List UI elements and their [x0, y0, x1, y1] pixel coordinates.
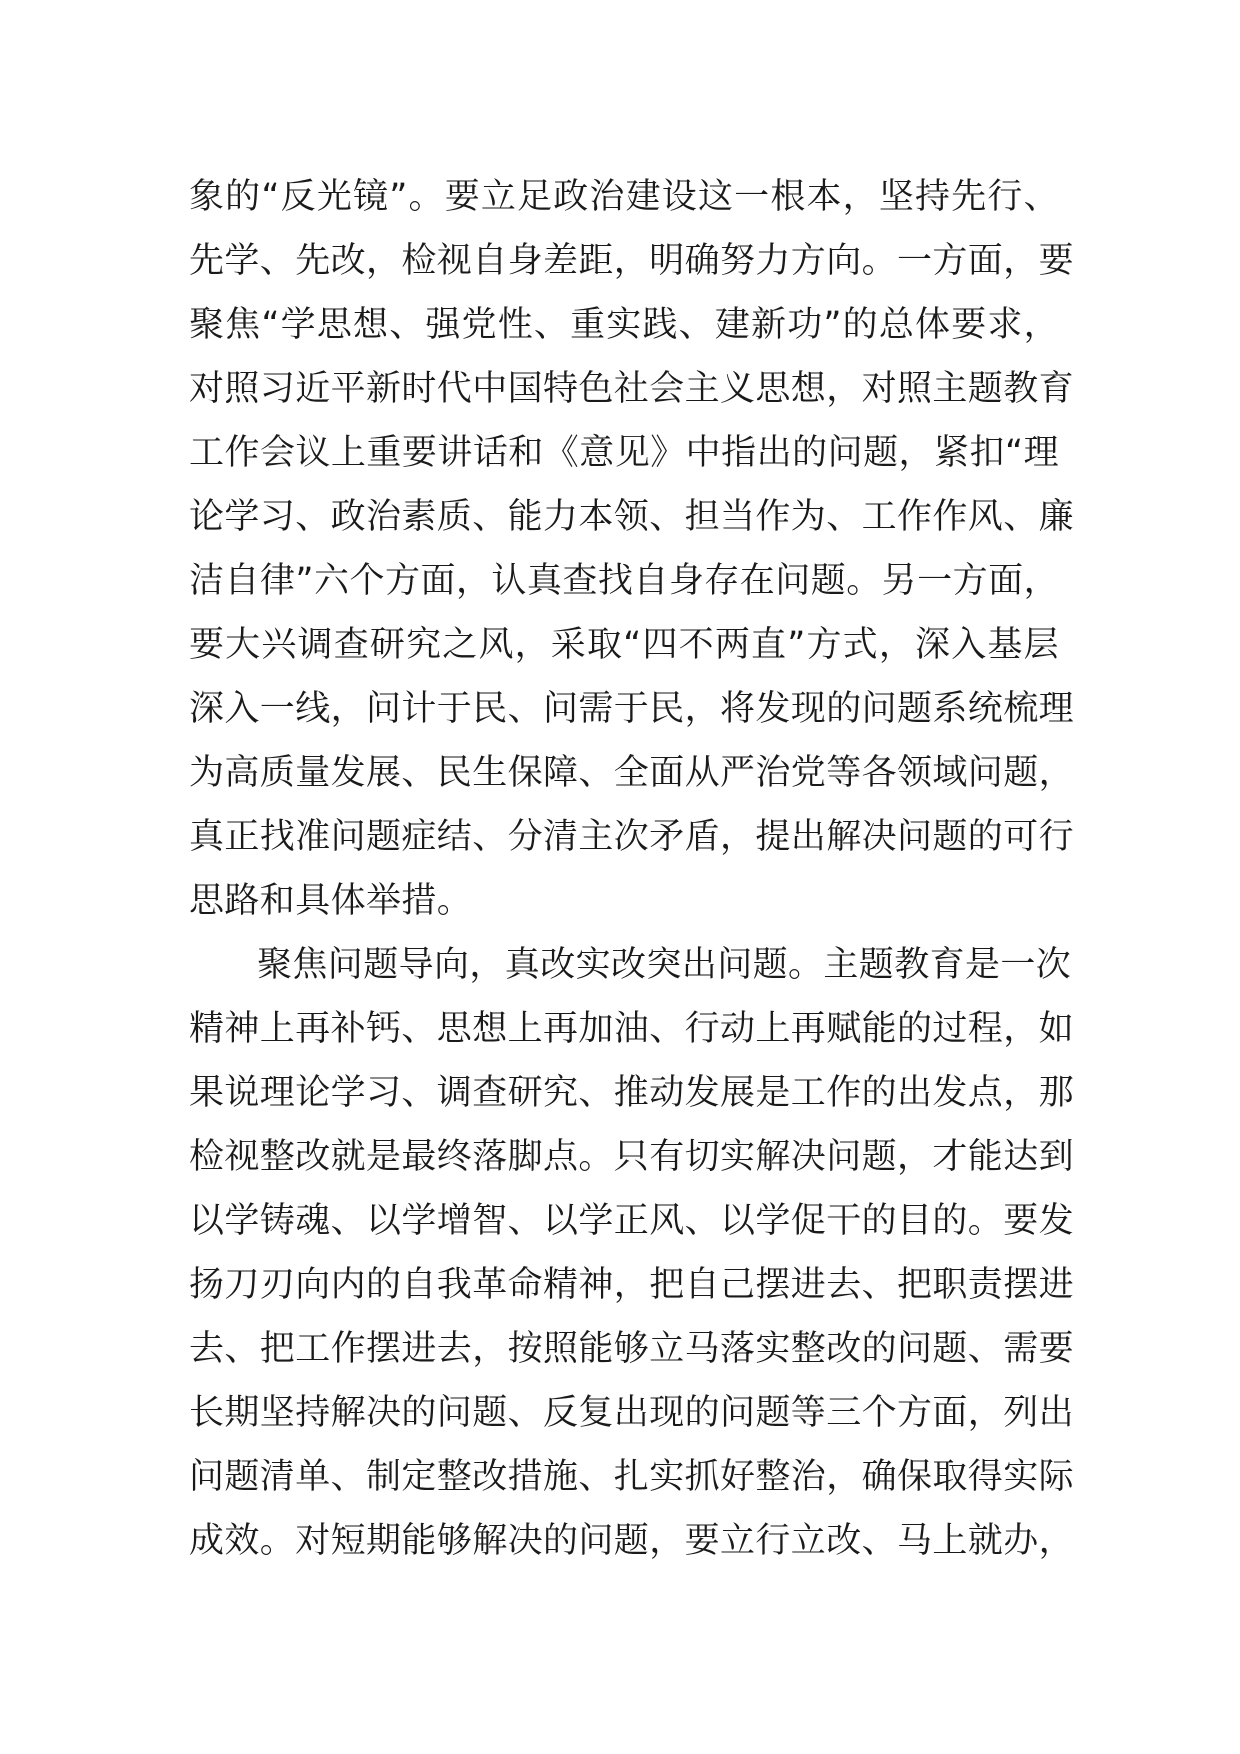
document-body	[189, 165, 1075, 1573]
text-line: 去、把工作摆进去，按照能够立马落实整改的问题、需要	[189, 1329, 1075, 1369]
text-line: 检视整改就是最终落脚点。只有切实解决问题，才能达到	[189, 1137, 1075, 1177]
text-line: 洁自律”六个方面，认真查找自身存在问题。另一方面，	[189, 561, 1059, 601]
text-line: 扬刀刃向内的自我革命精神，把自己摆进去、把职责摆进	[189, 1265, 1075, 1305]
text-line: 以学铸魂、以学增智、以学正风、以学促干的目的。要发	[189, 1201, 1075, 1241]
text-line: 果说理论学习、调查研究、推动发展是工作的出发点，那	[189, 1073, 1075, 1113]
text-line: 对照习近平新时代中国特色社会主义思想，对照主题教育	[189, 369, 1075, 409]
text-line: 工作会议上重要讲话和《意见》中指出的问题，紧扣“理	[189, 433, 1059, 473]
text-line: 聚焦问题导向，真改实改突出问题。主题教育是一次	[257, 945, 1072, 985]
text-line: 先学、先改，检视自身差距，明确努力方向。一方面，要	[189, 241, 1075, 281]
paragraph-1	[189, 165, 1075, 933]
text-line: 思路和具体举措。	[189, 881, 473, 921]
text-line: 深入一线，问计于民、问需于民，将发现的问题系统梳理	[189, 689, 1075, 729]
text-line: 聚焦“学思想、强党性、重实践、建新功”的总体要求，	[189, 305, 1059, 345]
text-line: 问题清单、制定整改措施、扎实抓好整治，确保取得实际	[189, 1457, 1075, 1497]
paragraph-2	[189, 933, 1075, 1573]
text-line: 象的“反光镜”。要立足政治建设这一根本，坚持先行、	[189, 177, 1059, 217]
text-line: 成效。对短期能够解决的问题，要立行立改、马上就办，	[189, 1521, 1075, 1561]
text-line: 长期坚持解决的问题、反复出现的问题等三个方面，列出	[189, 1393, 1075, 1433]
text-line: 论学习、政治素质、能力本领、担当作为、工作作风、廉	[189, 497, 1075, 537]
text-line: 为高质量发展、民生保障、全面从严治党等各领域问题，	[189, 753, 1075, 793]
text-line: 要大兴调查研究之风，采取“四不两直”方式，深入基层	[189, 625, 1059, 665]
text-line: 精神上再补钙、思想上再加油、行动上再赋能的过程，如	[189, 1009, 1075, 1049]
text-line: 真正找准问题症结、分清主次矛盾，提出解决问题的可行	[189, 817, 1075, 857]
